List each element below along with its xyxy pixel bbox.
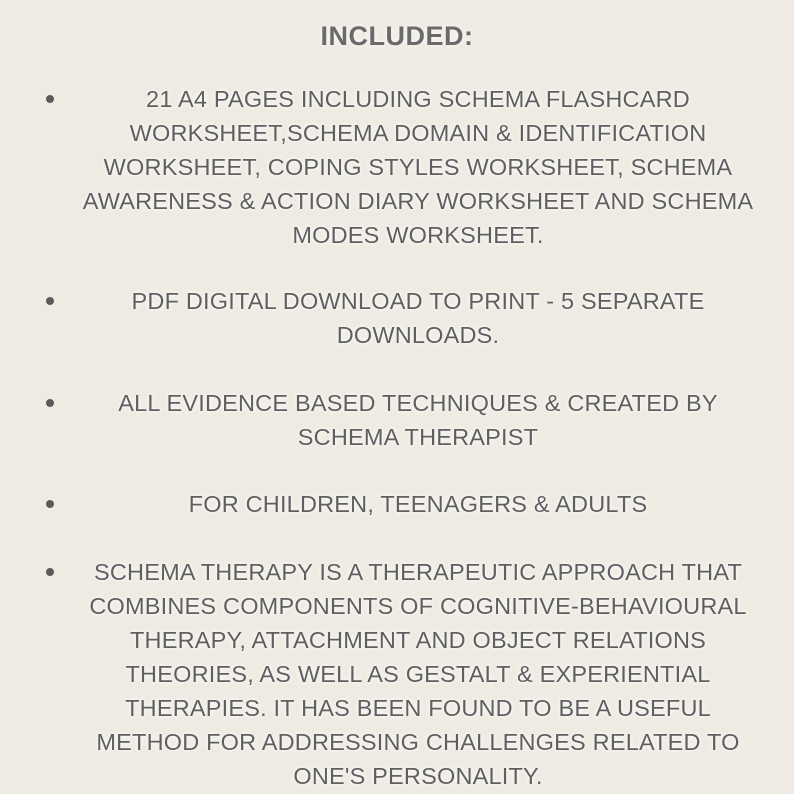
bullet-icon bbox=[46, 568, 54, 576]
page-title: INCLUDED: bbox=[320, 21, 474, 52]
list-item-text: 21 A4 PAGES INCLUDING SCHEMA FLASHCARD WORKSHEET,SCHEMA DOMAIN & IDENTIFICATION WORKSHEET, COPING STYLES WORKSHEET, SCHEMA AWARENESS & ACTION DIARY WORKSHEET AND SCHEMA MODES WORKSHEET. bbox=[82, 86, 754, 248]
bullet-icon bbox=[46, 500, 54, 508]
bullet-icon bbox=[46, 399, 54, 407]
list-item-text: SCHEMA THERAPY IS A THERAPEUTIC APPROACH THAT COMBINES COMPONENTS OF COGNITIVE-BEHAVIOURAL THERAPY, ATTACHMENT AND OBJECT RELATIONS THEORIES, AS WELL AS GESTALT & EXPERIENTIAL THERAPIES. IT HAS BEEN FOUND TO BE A USEFUL METHOD FOR ADDRESSING CHALLENGES RELATED TO ONE'S PERSONALITY. bbox=[89, 559, 747, 789]
bullet-icon bbox=[46, 95, 54, 103]
bullet-icon bbox=[46, 297, 54, 305]
list-item-text: ALL EVIDENCE BASED TECHNIQUES & CREATED BY SCHEMA THERAPIST bbox=[118, 390, 718, 450]
list-item-text: FOR CHILDREN, TEENAGERS & ADULTS bbox=[188, 491, 648, 517]
list-item-text: PDF DIGITAL DOWNLOAD TO PRINT - 5 SEPARATE DOWNLOADS. bbox=[131, 288, 705, 348]
